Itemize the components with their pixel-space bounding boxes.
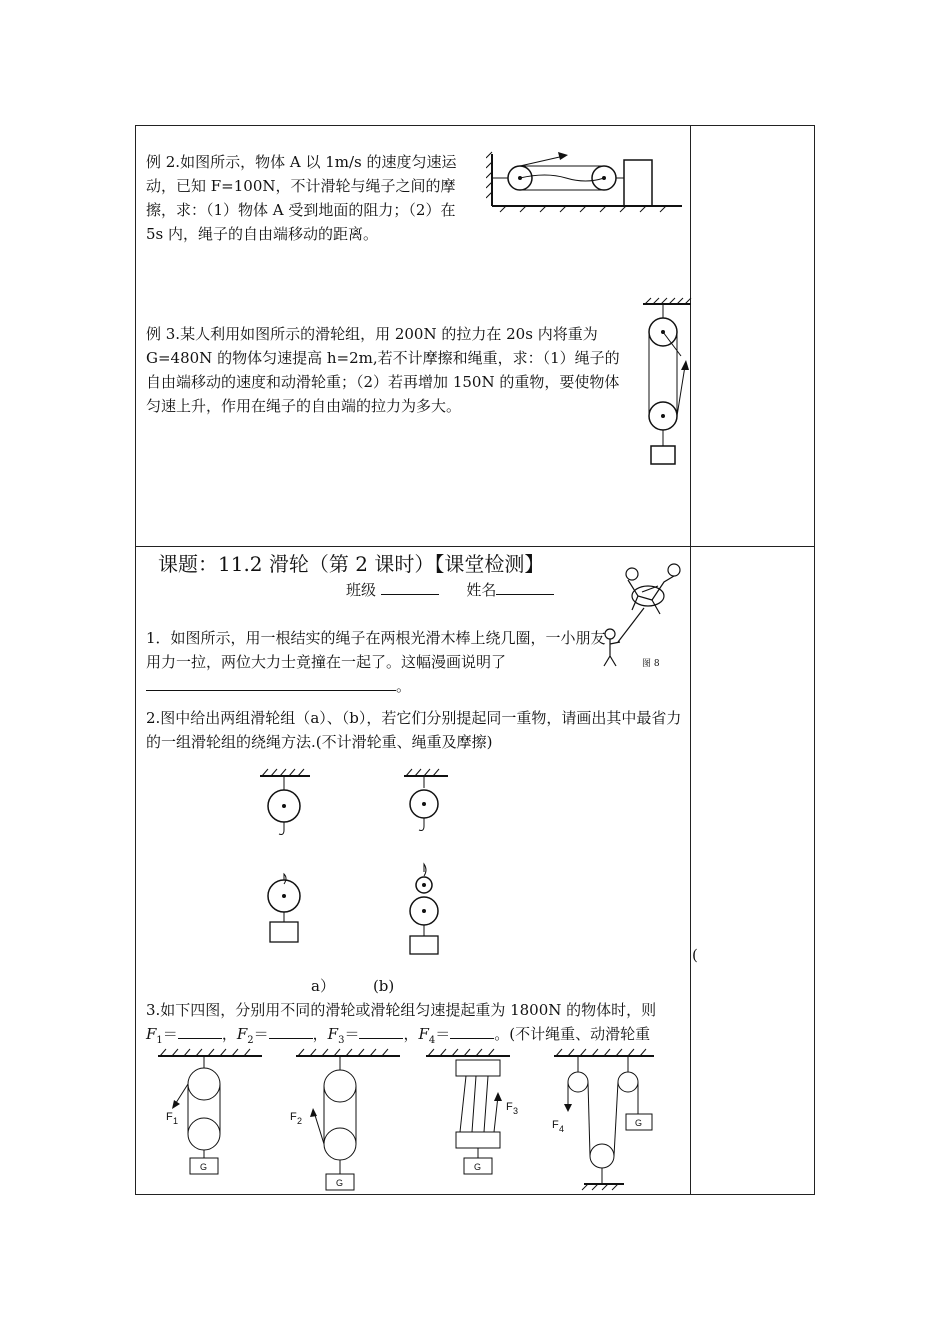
svg-text:G: G: [474, 1162, 482, 1172]
svg-text:3: 3: [513, 1106, 519, 1116]
svg-text:G: G: [635, 1118, 643, 1128]
pulley-group-b: [398, 766, 464, 956]
example-2-text: 例 2.如图所示，物体 A 以 1m/s 的速度匀速运动，已知 F=100N，不计滑轮与绳子之间的摩擦，求：（1）物体 A 受到地面的阻力；（2）在 5s 内，绳子的自由端移动的距离。: [146, 153, 457, 243]
question-3-text: 3.如下四图，分别用不同的滑轮或滑轮组匀速提起重为 1800N 的物体时，则: [146, 1001, 657, 1019]
name-blank[interactable]: [496, 580, 554, 595]
question-1: [146, 626, 606, 698]
example-3-figure: [641, 296, 693, 468]
right-column-mark: (: [692, 946, 698, 964]
column-divider: [690, 126, 691, 1194]
worksheet-table: [135, 125, 815, 1195]
label-b: (b): [372, 977, 395, 995]
f2-blank[interactable]: [269, 1024, 313, 1039]
f4-blank[interactable]: [450, 1024, 494, 1039]
question-1-end: 。: [396, 677, 412, 695]
svg-text:4: 4: [559, 1124, 565, 1134]
label-a: a）: [311, 977, 335, 995]
question-1-blank[interactable]: [146, 676, 396, 691]
example-2-figure: [486, 148, 686, 214]
figure-8-label: 图 8: [642, 659, 660, 669]
svg-text:1: 1: [173, 1116, 179, 1126]
svg-text:F: F: [290, 1111, 297, 1123]
pulley-group-a: [254, 766, 320, 946]
f3-blank[interactable]: [359, 1024, 403, 1039]
f1-blank[interactable]: [178, 1024, 222, 1039]
name-label: 姓名: [466, 581, 497, 599]
question-2-text: 2.图中给出两组滑轮组（a）、（b），若它们分别提起同一重物，请画出其中最省力的一组滑轮组的绕绳方法.(不计滑轮重、绳重及摩擦): [146, 709, 682, 751]
question-3-tail: 。(不计绳重、动滑轮重: [494, 1025, 651, 1043]
pulley-figures-row: [154, 1046, 684, 1194]
question-1-text: 1．如图所示，用一根结实的绳子在两根光滑木棒上绕几圈，一小朋友用力一拉，两位大力士竟撞在一起了。这幅漫画说明了: [146, 629, 606, 671]
svg-text:F: F: [552, 1119, 559, 1131]
section-title: 课题：11.2 滑轮（第 2 课时）【课堂检测】: [158, 552, 545, 576]
cartoon-figure: [598, 556, 690, 674]
svg-text:G: G: [336, 1178, 344, 1188]
class-name-line: [346, 578, 554, 602]
example-3-text: 例 3.某人利用如图所示的滑轮组，用 200N 的拉力在 20s 内将重为 G=480N 的物体匀速提高 h=2m,若不计摩擦和绳重，求：（1）绳子的自由端移动的速度和动滑轮重；（2）若再增加 150N 的重物，要使物体匀速上升，作用在绳子的自由端的拉力为多大。: [146, 325, 620, 415]
group-labels: [311, 974, 394, 998]
svg-text:F: F: [166, 1111, 173, 1123]
svg-text:F: F: [506, 1101, 513, 1113]
row-divider: [136, 546, 814, 547]
class-label: 班级: [346, 581, 377, 599]
class-blank[interactable]: [381, 580, 439, 595]
svg-text:G: G: [200, 1162, 208, 1172]
svg-text:2: 2: [297, 1116, 303, 1126]
question-3: 3.如下四图，分别用不同的滑轮或滑轮组匀速提起重为 1800N 的物体时，则 $F_1=$ ，$F_2=$ ，$F_3=$ ，$F_4=$ 。(不计绳重、动滑轮重: [146, 1001, 657, 1046]
